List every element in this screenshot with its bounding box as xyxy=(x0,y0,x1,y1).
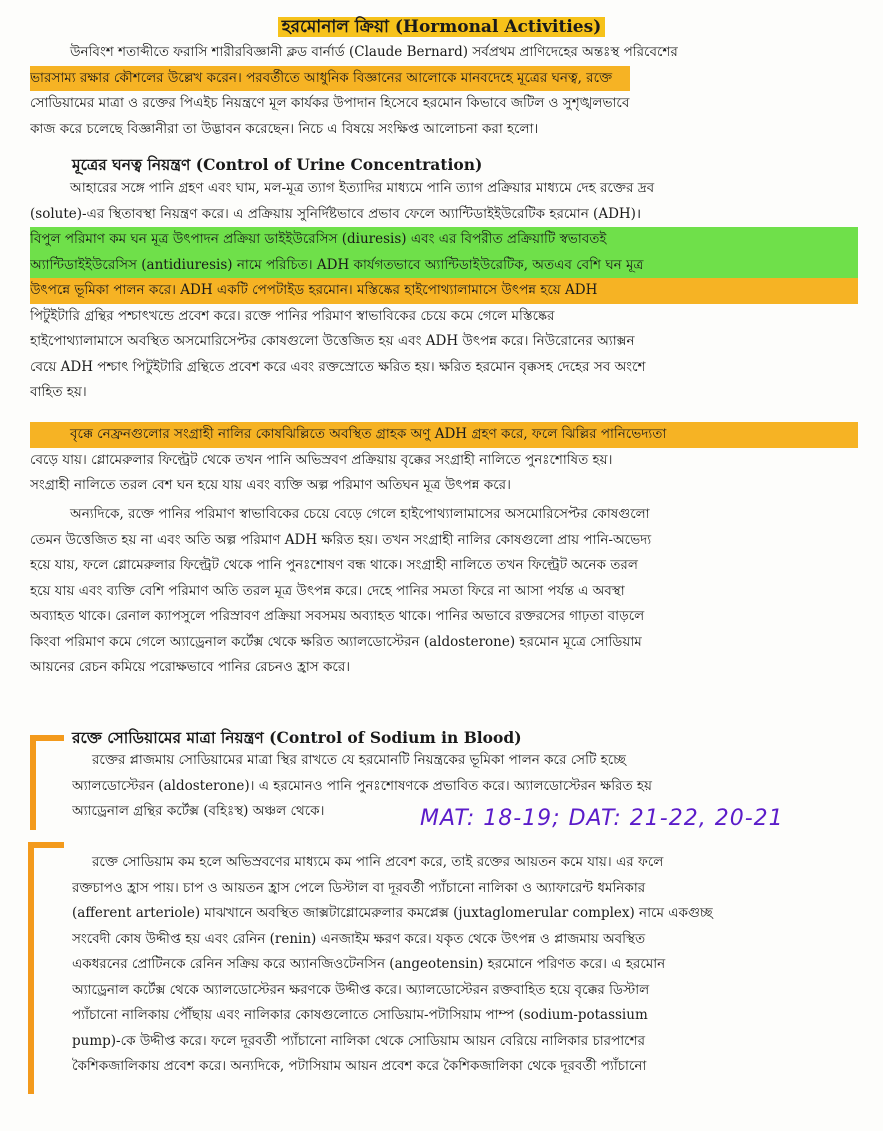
text-line: অ্যাড্রেনাল গ্রন্থির কর্টেক্স (বহিঃস্থ) অঞ্চল থেকে। xyxy=(72,803,325,819)
text-line: তেমন উত্তেজিত হয় না এবং অতি অল্প পরিমাণ ADH ক্ষরিত হয়। তখন সংগ্রাহী নালির কোষগুলো প্রায় পানি-অভেদ্য xyxy=(30,531,652,548)
page-title xyxy=(0,14,883,42)
text-line: অন্যদিকে, রক্তে পানির পরিমাণ স্বাভাবিকের চেয়ে বেড়ে গেলে হাইপোথ্যালামাসের অসমোরিসেপ্টর কোষগুলো xyxy=(70,506,650,522)
text-line: বৃক্কে নেফ্রনগুলোর সংগ্রাহী নালির কোষঝিল্লিতে অবস্থিত গ্রাহক অণু ADH গ্রহণ করে, ফলে ঝিল্লির পানিভেদ্যতা xyxy=(30,422,858,448)
text-line: (afferent arteriole) মাঝখানে অবস্থিত জাক্সটাগ্লোমেরুলার কমপ্লেক্স (juxtaglomerular complex) নামে একগুচ্ছ xyxy=(72,905,713,921)
text-line: কিংবা পরিমাণ কমে গেলে অ্যাড্রেনাল কর্টেক্স থেকে ক্ষরিত অ্যালডোস্টেরন (aldosterone) হরমোন মূত্রে সোডিয়াম xyxy=(30,633,642,650)
text-line: হয়ে যায়, ফলে গ্লোমেরুলার ফিল্ট্রেট থেকে পানি পুনঃশোষণ বন্ধ থাকে। সংগ্রাহী নালিতে তখন ফিল্ট্রেট অনেক তরল xyxy=(30,557,638,573)
text-line: রক্তে সোডিয়াম কম হলে অভিস্রবণের মাধ্যমে কম পানি প্রবেশ করে, তাই রক্তের আয়তন কমে যায়। এর ফলে xyxy=(92,854,664,870)
page-title-text: হরমোনাল ক্রিয়া (Hormonal Activities) xyxy=(278,17,606,37)
text-line: একধরনের প্রোটিনকে রেনিন সক্রিয় করে অ্যানজিওটেনসিন (angeotensin) হরমোনে পরিণত করে। এ হরমোন xyxy=(72,956,666,972)
text-line: অ্যান্টিডাইইউরেসিস (antidiuresis) নামে পরিচিত। ADH কার্যগতভাবে অ্যান্টিডাইউরেটিক, অতএব বেশি ঘন মূত্র xyxy=(30,253,858,279)
text-line: অ্যালডোস্টেরন (aldosterone)। এ হরমোনও পানি পুনঃশোষণকে প্রভাবিত করে। অ্যালডোস্টেরন ক্ষরিত হয় xyxy=(72,777,652,794)
text-line: রক্তচাপও হ্রাস পায়। চাপ ও আয়তন হ্রাস পেলে ডিস্টাল বা দূরবর্তী প্যাঁচানো নালিকা ও অ্যাফারেন্ট ধমনিকার xyxy=(72,879,646,896)
marker-bracket-top xyxy=(34,735,64,741)
text-line: হয়ে যায় এবং ব্যক্তি বেশি পরিমাণ অতি তরল মূত্র উৎপন্ন করে। দেহে পানির সমতা ফিরে না আসা পর্যন্ত এ অবস্থা xyxy=(30,582,625,599)
text-line: বেয়ে ADH পশ্চাৎ পিটুইটারি গ্রন্থিতে প্রবেশ করে এবং রক্তস্রোতে ক্ষরিত হয়। ক্ষরিত হরমোন বৃক্কসহ দেহের সব অংশে xyxy=(30,358,646,375)
text-line: বাহিত হয়। xyxy=(30,384,87,400)
sodium-paragraph-2 xyxy=(72,850,858,1080)
marker-bracket-top-2 xyxy=(30,842,64,848)
marker-bracket-left xyxy=(30,735,36,830)
text-line: পিটুইটারি গ্রন্থির পশ্চাৎখন্ডে প্রবেশ করে। রক্তে পানির পরিমাণ স্বাভাবিকের চেয়ে কমে গেলে মস্তিষ্কের xyxy=(30,307,555,324)
handwritten-exam-note: MAT: 18-19; DAT: 21-22, 20-21 xyxy=(420,806,784,831)
urine-paragraph-3 xyxy=(30,502,858,681)
text-line: সোডিয়ামের মাত্রা ও রক্তের পিএইচ নিয়ন্ত্রণে মূল কার্যকর উপাদান হিসেবে হরমোন কিভাবে জটিল ও সুশৃঙ্খলভাবে xyxy=(30,95,630,111)
text-line: (solute)-এর স্থিতাবস্থা নিয়ন্ত্রণ করে। এ প্রক্রিয়ায় সুনির্দিষ্টভাবে প্রভাব ফেলে অ্যান্টিডাইইউরেটিক হরমোন (ADH)। xyxy=(30,205,642,222)
section-heading-sodium: রক্তে সোডিয়ামের মাত্রা নিয়ন্ত্রণ (Control of Sodium in Blood) xyxy=(72,728,522,747)
text-line: উৎপন্নে ভূমিকা পালন করে। ADH একটি পেপটাইড হরমোন। মস্তিষ্কের হাইপোথ্যালামাসে উৎপন্ন হয়ে ADH xyxy=(30,278,858,304)
text-line: সংবেদী কোষ উদ্দীপ্ত হয় এবং রেনিন (renin) এনজাইম ক্ষরণ করে। যকৃত থেকে উৎপন্ন ও প্লাজমায় অবস্থিত xyxy=(72,930,646,947)
text-line: pump)-কে উদ্দীপ্ত করে। ফলে দূরবর্তী প্যাঁচানো নালিকা থেকে সোডিয়াম আয়ন বেরিয়ে নালিকার চারপাশের xyxy=(72,1032,646,1049)
text-line: অ্যাড্রেনাল কর্টেক্স থেকে অ্যালডোস্টেরন ক্ষরণকে উদ্দীপ্ত করে। অ্যালডোস্টেরন রক্তবাহিত হয়ে বৃক্কের ডিস্টাল xyxy=(72,981,650,998)
text-line: হাইপোথ্যালামাসে অবস্থিত অসমোরিসেপ্টর কোষগুলো উত্তেজিত হয় এবং ADH উৎপন্ন করে। নিউরোনের অ্যাক্সন xyxy=(30,333,635,349)
text-line: কাজ করে চলেছে বিজ্ঞানীরা তা উদ্ভাবন করেছেন। নিচে এ বিষয়ে সংক্ষিপ্ত আলোচনা করা হলো। xyxy=(30,120,539,137)
intro-paragraph xyxy=(30,40,858,142)
text-line: বেড়ে যায়। গ্লোমেরুলার ফিল্ট্রেট থেকে তখন পানি অভিস্রবণ প্রক্রিয়ায় বৃক্কের সংগ্রাহী নালিতে পুনঃশোষিত হয়। xyxy=(30,451,613,468)
text-line: রক্তের প্লাজমায় সোডিয়ামের মাত্রা স্থির রাখতে যে হরমোনটি নিয়ন্ত্রকের ভূমিকা পালন করে সেটি হচ্ছে xyxy=(92,752,626,768)
text-line: উনবিংশ শতাব্দীতে ফরাসি শারীরবিজ্ঞানী ক্লড বার্নার্ড (Claude Bernard) সর্বপ্রথম প্রাণিদেহের অন্তঃস্থ পরিবেশের xyxy=(70,44,678,60)
text-line: আয়নের রেচন কমিয়ে পরোক্ষভাবে পানির রেচনও হ্রাস করে। xyxy=(30,659,351,675)
text-line: বিপুল পরিমাণ কম ঘন মূত্র উৎপাদন প্রক্রিয়া ডাইইউরেসিস (diuresis) এবং এর বিপরীত প্রক্রিয়াটি স্বভাবতই xyxy=(30,227,858,253)
urine-paragraph-2 xyxy=(30,422,858,499)
marker-bracket-left-2 xyxy=(28,842,34,1094)
text-line: আহারের সঙ্গে পানি গ্রহণ এবং ঘাম, মল-মূত্র ত্যাগ ইত্যাদির মাধ্যমে পানি ত্যাগ প্রক্রিয়ার মাধ্যমে দেহ রক্তের দ্রব xyxy=(70,180,655,196)
text-line: কৈশিকজালিকায় প্রবেশ করে। অন্যদিকে, পটাসিয়াম আয়ন প্রবেশ করে কৈশিকজালিকা থেকে দূরবর্তী প্যাঁচানো xyxy=(72,1058,647,1074)
text-line: ভারসাম্য রক্ষার কৌশলের উল্লেখ করেন। পরবর্তীতে আধুনিক বিজ্ঞানের আলোকে মানবদেহে মূত্রের ঘনত্ব, রক্তে xyxy=(30,66,630,92)
section-heading-urine: মূত্রের ঘনত্ব নিয়ন্ত্রণ (Control of Urine Concentration) xyxy=(72,155,483,174)
text-line: প্যাঁচানো নালিকায় পৌঁছায় এবং নালিকার কোষগুলোতে সোডিয়াম-পটাসিয়াম পাম্প (sodium-potassium xyxy=(72,1007,648,1023)
text-line: সংগ্রাহী নালিতে তরল বেশ ঘন হয়ে যায় এবং ব্যক্তি অল্প পরিমাণ অতিঘন মূত্র উৎপন্ন করে। xyxy=(30,477,511,493)
urine-paragraph-1 xyxy=(30,176,858,406)
text-line: অব্যাহত থাকে। রেনাল ক্যাপসুলে পরিস্রাবণ প্রক্রিয়া সবসময় অব্যাহত থাকে। পানির অভাবে রক্তরসের গাঢ়তা বাড়লে xyxy=(30,608,645,624)
